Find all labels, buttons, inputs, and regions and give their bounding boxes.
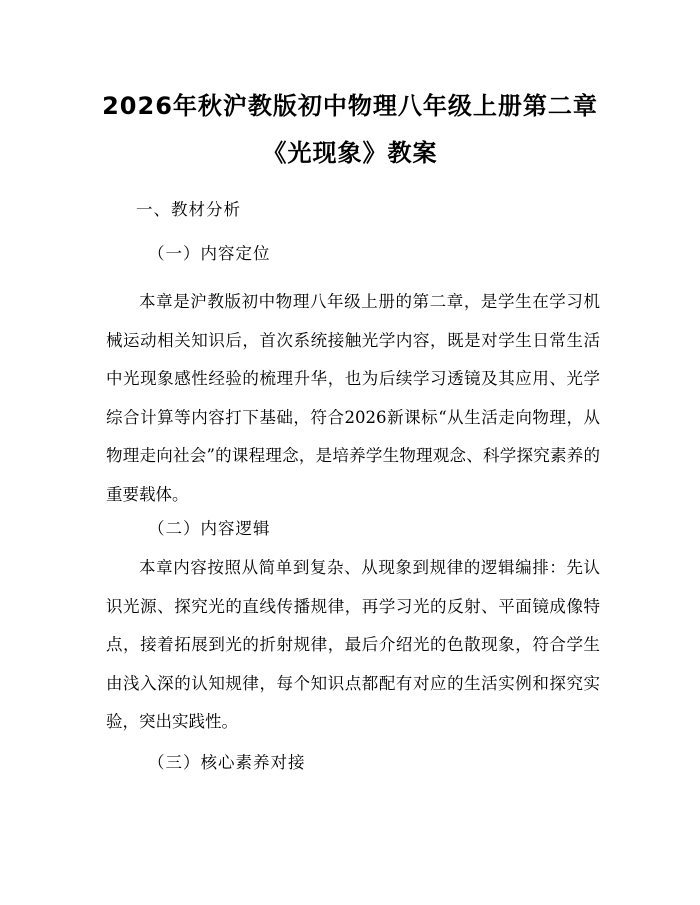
section-heading-textbook-analysis: 一、教材分析 xyxy=(136,200,241,219)
subsection-heading-core-literacy: （三）核心素养对接 xyxy=(148,753,306,772)
paragraph-content-positioning: 本章是沪教版初中物理八年级上册的第二章，是学生在学习机械运动相关知识后，首次系统接触光学内容，既是对学生日常生活中光现象感性经验的梳理升华，也为后续学习透镜及其应用、光学综合计算等内容打下基础，符合2026新课标“从生活走向物理，从物理走向社会”的课程理念，是培养学生物理观念、科学探究素养的重要载体。 xyxy=(106,292,600,504)
subsection-heading-content-logic: （二）内容逻辑 xyxy=(148,519,271,538)
document-title-line-2: 《光现象》教案 xyxy=(262,139,438,167)
document-title-line-1: 2026年秋沪教版初中物理八年级上册第二章 xyxy=(102,92,598,120)
subsection-heading-content-positioning: （一）内容定位 xyxy=(148,244,271,263)
paragraph-content-logic: 本章内容按照从简单到复杂、从现象到规律的逻辑编排：先认识光源、探究光的直线传播规律，再学习光的反射、平面镜成像特点，接着拓展到光的折射规律，最后介绍光的色散现象，符合学生由浅入深的认知规律，每个知识点都配有对应的生活实例和探究实验，突出实践性。 xyxy=(106,558,600,732)
